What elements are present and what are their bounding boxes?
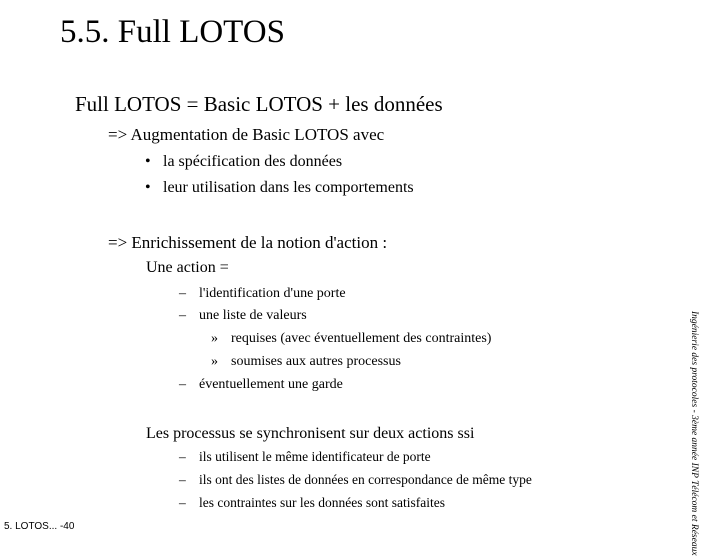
list-item-text: la spécification des données: [163, 153, 343, 170]
list-item-text: soumises aux autres processus: [231, 354, 401, 369]
dash-icon: –: [179, 495, 186, 510]
list-item-text: ils utilisent le même identificateur de porte: [199, 449, 431, 464]
dash-icon: –: [179, 377, 186, 392]
bullet-icon: •: [145, 153, 151, 170]
enrichment-heading: => Enrichissement de la notion d'action :: [108, 233, 388, 252]
list-item-text: les contraintes sur les données sont satisfaites: [199, 495, 445, 510]
list-item: [179, 376, 343, 394]
bullet-icon: •: [145, 179, 151, 196]
dash-icon: –: [179, 308, 186, 323]
list-item: [211, 330, 491, 348]
sync-heading: Les processus se synchronisent sur deux actions ssi: [146, 425, 475, 442]
slide-subtitle: Full LOTOS = Basic LOTOS + les données: [75, 92, 443, 116]
dash-icon: –: [179, 286, 186, 301]
list-item: [179, 307, 307, 325]
side-note: Ingénierie des protocoles - 3ème année INP Télécom et Réseaux: [689, 311, 699, 556]
list-item: [179, 448, 431, 466]
chevron-right-icon: »: [211, 354, 218, 369]
list-item: [145, 178, 414, 198]
dash-icon: –: [179, 449, 186, 464]
action-label: Une action =: [146, 259, 229, 276]
list-item: [179, 471, 532, 489]
list-item-text: une liste de valeurs: [199, 308, 307, 323]
chevron-right-icon: »: [211, 331, 218, 346]
dash-icon: –: [179, 472, 186, 487]
slide-footer: 5. LOTOS... -40: [4, 521, 75, 532]
list-item: [211, 353, 401, 371]
list-item-text: ils ont des listes de données en correspondance de même type: [199, 472, 532, 487]
list-item-text: leur utilisation dans les comportements: [163, 179, 414, 196]
list-item: [145, 152, 342, 172]
slide-title: 5.5. Full LOTOS: [60, 14, 285, 50]
list-item-text: requises (avec éventuellement des contraintes): [231, 331, 492, 346]
list-item: [179, 494, 445, 512]
list-item-text: éventuellement une garde: [199, 377, 343, 392]
augmentation-heading: => Augmentation de Basic LOTOS avec: [108, 125, 385, 144]
list-item-text: l'identification d'une porte: [199, 286, 346, 301]
list-item: [179, 285, 346, 303]
